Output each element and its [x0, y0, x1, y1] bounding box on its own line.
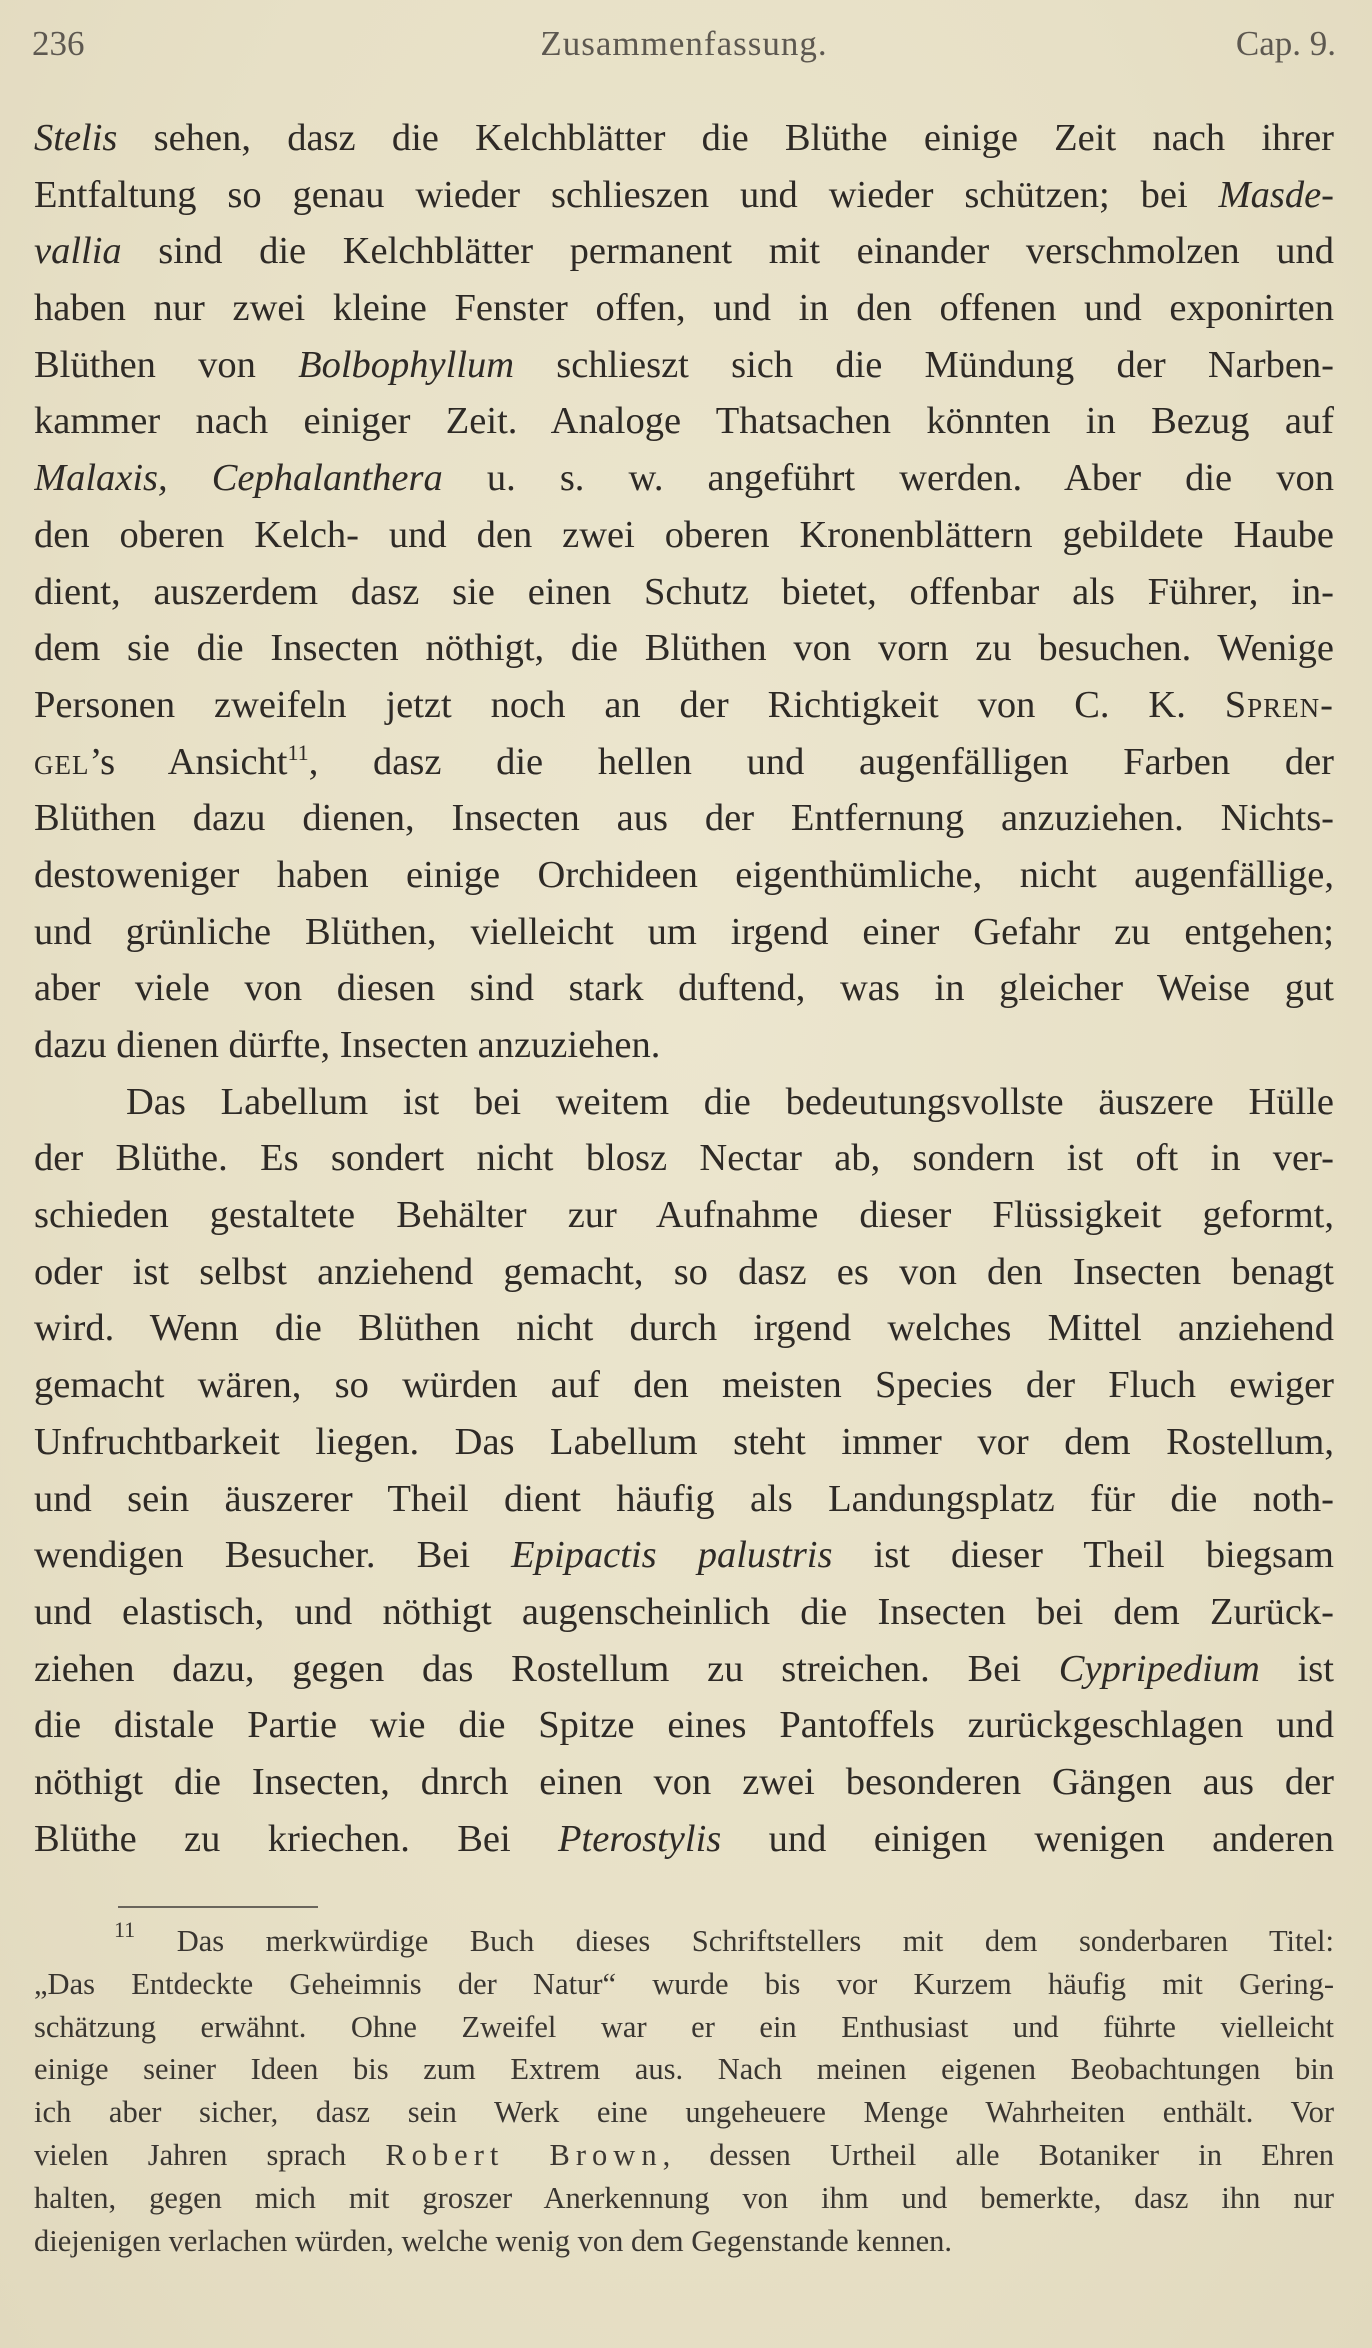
text-line: Unfruchtbarkeit liegen. Das Labellum steht immer vor dem Rostellum,	[34, 1420, 1334, 1463]
text-line: Entfaltung so genau wieder schlieszen und wieder schützen; bei Masde-	[34, 173, 1334, 216]
text-line: nöthigt die Insecten, dnrch einen von zwei besonderen Gängen aus der	[34, 1760, 1334, 1803]
text-line: die distale Partie wie die Spitze eines Pantoffels zurückgeschlagen und	[34, 1704, 1334, 1747]
text-line: vallia sind die Kelchblätter permanent mit einander verschmolzen und	[34, 230, 1334, 273]
text-line: Malaxis, Cephalanthera u. s. w. angeführt werden. Aber die von	[34, 457, 1334, 500]
text-line: destoweniger haben einige Orchideen eigenthümliche, nicht augenfällige,	[34, 853, 1334, 896]
footnote-ref: 11	[287, 739, 309, 765]
text-line: wird. Wenn die Blüthen nicht durch irgend welches Mittel anziehend	[34, 1307, 1334, 1350]
main-text	[34, 110, 1334, 1867]
footnote-line: einige seiner Ideen bis zum Extrem aus. Nach meinen eigenen Beobachtungen bin	[34, 2052, 1334, 2087]
footnote-line: halten, gegen mich mit groszer Anerkennung von ihm und bemerkte, dasz ihn nur	[34, 2180, 1334, 2215]
text-line: und grünliche Blüthen, vielleicht um irgend einer Gefahr zu entgehen;	[34, 910, 1334, 953]
text-line: Blüthen dazu dienen, Insecten aus der Entfernung anzuziehen. Nichts-	[34, 797, 1334, 840]
text-line: kammer nach einiger Zeit. Analoge Thatsachen könnten in Bezug auf	[34, 400, 1334, 443]
text-line: aber viele von diesen sind stark duftend, was in gleicher Weise gut	[34, 967, 1334, 1010]
text-line: dient, auszerdem dasz sie einen Schutz bietet, offenbar als Führer, in-	[34, 570, 1334, 613]
page-number: 236	[32, 24, 85, 63]
footnote-line: ich aber sicher, dasz sein Werk eine ungeheuere Menge Wahrheiten enthält. Vor	[34, 2095, 1334, 2130]
text-line: und elastisch, und nöthigt augenscheinlich die Insecten bei dem Zurück-	[34, 1590, 1334, 1633]
footnote-line: schätzung erwähnt. Ohne Zweifel war er ein Enthusiast und führte vielleicht	[34, 2009, 1334, 2044]
person-name: Robert Brown	[385, 2137, 663, 2172]
text-line: oder ist selbst anziehend gemacht, so dasz es von den Insecten benagt	[34, 1250, 1334, 1293]
footnote-line: „Das Entdeckte Geheimnis der Natur“ wurde bis vor Kurzem häufig mit Gering-	[34, 1966, 1334, 2001]
text-line: Personen zweifeln jetzt noch an der Richtigkeit von C. K. Spren-	[34, 683, 1334, 726]
footnote-line: vielen Jahren sprach Robert Brown, dessen Urtheil alle Botaniker in Ehren	[34, 2137, 1334, 2172]
text-line: Blüthen von Bolbophyllum schlieszt sich die Mündung der Narben-	[34, 343, 1334, 386]
text-line: Das Labellum ist bei weitem die bedeutungsvollste äuszere Hülle	[126, 1080, 1334, 1123]
chapter-label: Cap. 9.	[1235, 24, 1336, 63]
text-line: dazu dienen dürfte, Insecten anzuziehen.	[34, 1024, 661, 1066]
footnote-divider	[118, 1906, 318, 1908]
text-line: ziehen dazu, gegen das Rostellum zu streichen. Bei Cypripedium ist	[34, 1647, 1334, 1690]
text-line: gel’s Ansicht$^{11}$, dasz die hellen und augenfälligen Farben der	[34, 739, 1334, 783]
text-line: wendigen Besucher. Bei Epipactis palustris ist dieser Theil biegsam	[34, 1534, 1334, 1577]
running-title: Zusammenfassung.	[540, 24, 828, 63]
text-line: der Blüthe. Es sondert nicht blosz Nectar ab, sondern ist oft in ver-	[34, 1137, 1334, 1180]
text-line: und sein äuszerer Theil dient häufig als Landungsplatz für die noth-	[34, 1477, 1334, 1520]
text-line: gemacht wären, so würden auf den meisten Species der Fluch ewiger	[34, 1364, 1334, 1407]
text-line: schieden gestaltete Behälter zur Aufnahme dieser Flüssigkeit geformt,	[34, 1194, 1334, 1237]
text-line: Blüthe zu kriechen. Bei Pterostylis und einigen wenigen anderen	[34, 1817, 1334, 1860]
footnote-line: $^{11}$ Das merkwürdige Buch dieses Schriftstellers mit dem sonderbaren Titel:	[34, 1920, 1334, 1963]
text-line: haben nur zwei kleine Fenster offen, und in den offenen und exponirten	[34, 287, 1334, 330]
footnote-line: diejenigen verlachen würden, welche wenig von dem Gegenstande kennen.	[34, 2223, 953, 2258]
text-line: den oberen Kelch- und den zwei oberen Kronenblättern gebildete Haube	[34, 513, 1334, 556]
text-line: Stelis sehen, dasz die Kelchblätter die Blüthe einige Zeit nach ihrer	[34, 117, 1334, 159]
footnote	[34, 1920, 1334, 2262]
footnote-number: 11	[114, 1920, 136, 1942]
text-line: dem sie die Insecten nöthigt, die Blüthen von vorn zu besuchen. Wenige	[34, 627, 1334, 670]
running-header	[32, 24, 1336, 72]
